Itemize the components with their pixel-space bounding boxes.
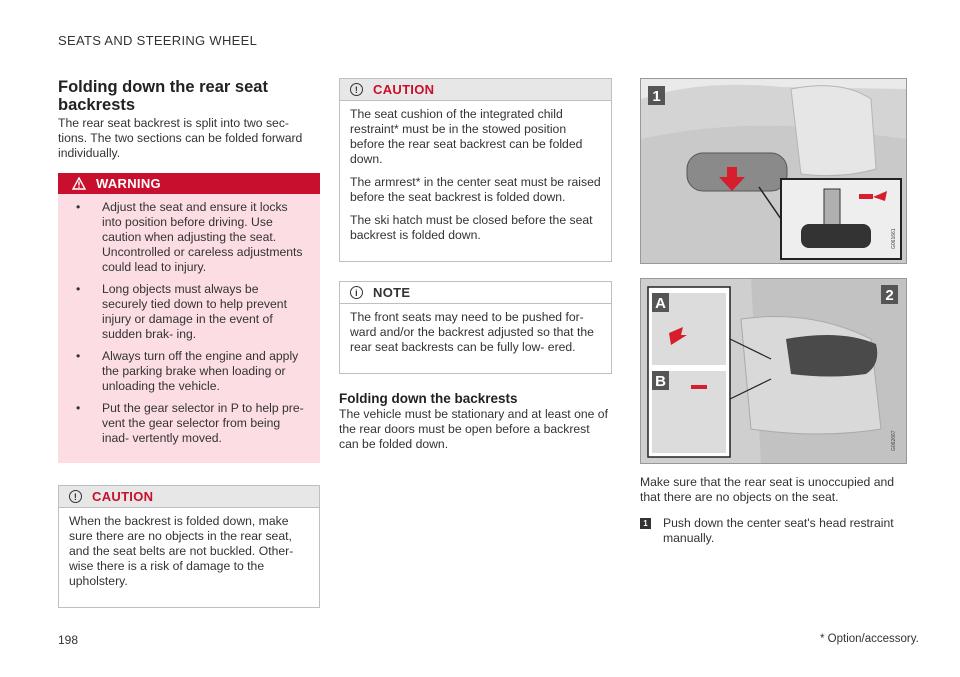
warning-item: • Long objects must always be securely tied down to help prevent injury or damage in the event of sudden brak- ing. xyxy=(72,282,306,342)
caution-header xyxy=(59,486,319,508)
warning-icon xyxy=(72,177,86,190)
caution-icon: ! xyxy=(350,83,363,96)
warning-item: • Always turn off the engine and apply the parking brake when loading or unloading the vehicle. xyxy=(72,349,306,394)
figure-label-a: A xyxy=(655,295,666,312)
seat-illustration xyxy=(641,79,906,263)
subsection-body: The vehicle must be stationary and at least one of the rear doors must be open before a backrest can be folded down. xyxy=(339,407,608,451)
running-header: SEATS AND STEERING WHEEL xyxy=(58,33,258,48)
warning-item: • Put the gear selector in P to help pre- vent the gear selector from being inad- vertently moved. xyxy=(72,401,306,446)
figure-release-handle xyxy=(640,278,907,464)
note-header xyxy=(340,282,611,304)
caution-label: CAUTION xyxy=(92,489,154,504)
caution-box-left xyxy=(58,485,320,608)
caution-paragraph: The seat cushion of the integrated child restraint* must be in the stowed position before the rear seat backrest can be folded down. xyxy=(350,107,583,166)
figure-label-b: B xyxy=(655,373,666,390)
warning-label: WARNING xyxy=(96,176,161,191)
caution-paragraph: The ski hatch must be closed before the seat backrest is folded down. xyxy=(350,213,593,242)
figure-code: G061661 xyxy=(891,228,897,249)
warning-body xyxy=(58,194,320,463)
figure-code: G062667 xyxy=(891,430,897,451)
caution-header xyxy=(340,79,611,101)
figure-number: 1 xyxy=(652,88,661,105)
backrest-illustration xyxy=(641,279,906,463)
info-icon: i xyxy=(350,286,363,299)
caution-label: CAUTION xyxy=(373,82,435,97)
note-label: NOTE xyxy=(373,285,411,300)
caution-body xyxy=(59,508,319,607)
section-title: Folding down the rear seat backrests xyxy=(58,78,268,114)
figure-head-restraint xyxy=(640,78,907,264)
footnote: * Option/accessory. xyxy=(820,633,919,645)
column-right xyxy=(640,78,907,546)
step-text: Push down the center seat's head restraint manually. xyxy=(663,516,894,545)
note-box xyxy=(339,281,612,374)
step-item xyxy=(640,516,907,546)
warning-box xyxy=(58,173,320,463)
warning-header xyxy=(58,173,320,194)
caution-icon: ! xyxy=(69,490,82,503)
subsection-title: Folding down the backrests xyxy=(339,391,518,406)
caution-paragraph: The armrest* in the center seat must be raised before the seat backrest is folded down. xyxy=(350,175,601,204)
caution-body xyxy=(340,101,611,261)
warning-item: • Adjust the seat and ensure it locks into position before driving. Use caution when adjusting the seat. Uncontrolled or careless adjustments could lead to injury. xyxy=(72,200,306,275)
caution-text: When the backrest is folded down, make sure there are no objects in the rear seat, and the seat belts are not buckled. Other- wise there is a risk of damage to the upholstery. xyxy=(69,514,294,588)
caution-box-middle xyxy=(339,78,612,262)
instruction-paragraph: Make sure that the rear seat is unoccupied and that there are no objects on the seat. xyxy=(640,475,895,504)
column-left xyxy=(58,78,320,608)
figure-number: 2 xyxy=(885,287,894,304)
column-middle xyxy=(339,78,612,452)
note-text: The front seats may need to be pushed for- ward and/or the backrest adjusted so that the rear seat backrests can be fully low- ered. xyxy=(350,310,594,354)
page-number: 198 xyxy=(58,633,79,647)
note-body xyxy=(340,304,611,373)
step-number-badge: 1 xyxy=(640,518,651,529)
intro-paragraph: The rear seat backrest is split into two sec- tions. The two sections can be folded forward individually. xyxy=(58,116,303,160)
